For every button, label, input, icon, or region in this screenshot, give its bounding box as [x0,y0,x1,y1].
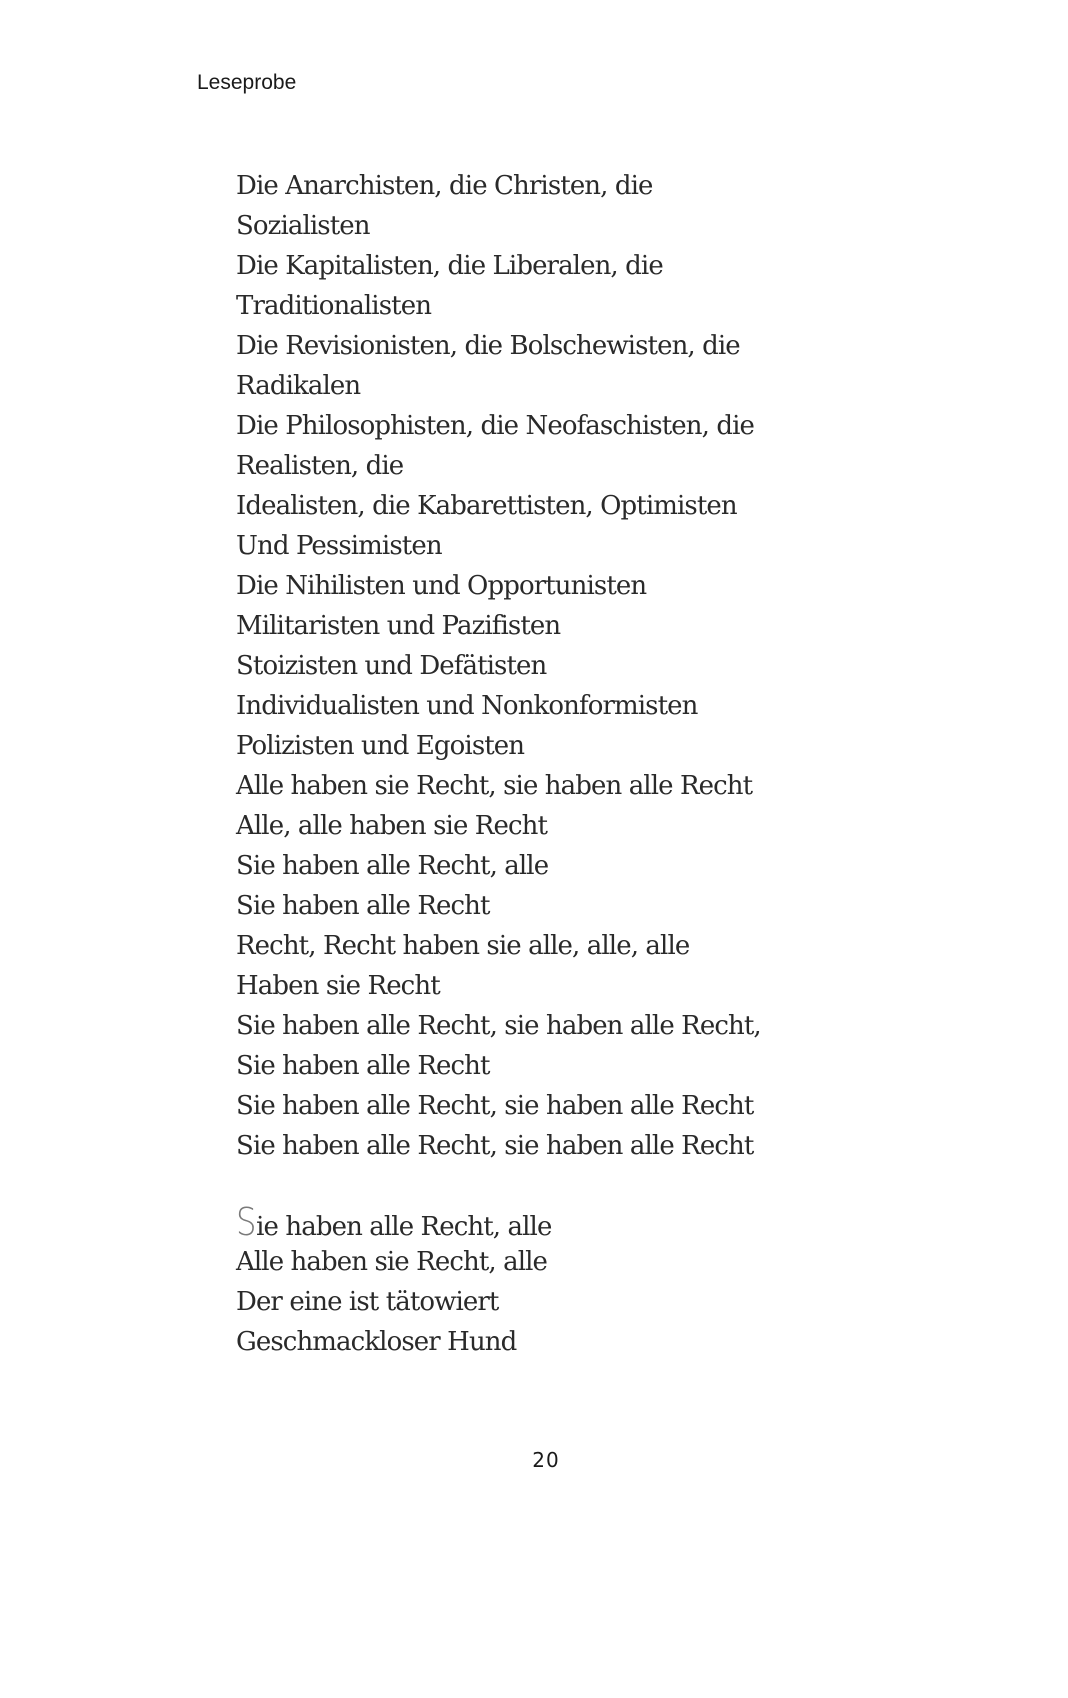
poem-line: Sozialisten [236,211,370,241]
poem-line: Sie haben alle Recht [236,891,490,921]
poem-line: Sie haben alle Recht, sie haben alle Recht, [236,1011,761,1041]
poem-line: Die Revisionisten, die Bolschewisten, die [236,331,740,361]
poem-line: Traditionalisten [236,291,432,321]
poem-line: Alle haben sie Recht, sie haben alle Recht [236,771,753,801]
page-number: 20 [532,1448,560,1472]
decorative-initial: S [236,1200,257,1244]
poem-line: Haben sie Recht [236,971,440,1001]
poem-line-with-initial [236,1202,551,1242]
poem-line: Die Nihilisten und Opportunisten [236,571,647,601]
poem-line: Realisten, die [236,451,404,481]
poem-line: Stoizisten und Defätisten [236,651,547,681]
page-header: Leseprobe [197,71,297,94]
poem-line-rest: ie haben alle Recht, alle [256,1212,552,1242]
poem-stanza-2 [236,1202,551,1362]
poem-line: Militaristen und Pazifisten [236,611,561,641]
poem-line: Die Philosophisten, die Neofaschisten, die [236,411,754,441]
poem-line: Geschmackloser Hund [236,1327,517,1357]
poem-line: Alle, alle haben sie Recht [236,811,548,841]
poem-line: Alle haben sie Recht, alle [236,1247,548,1277]
poem-line: Sie haben alle Recht, sie haben alle Recht [236,1091,754,1121]
poem-line: Der eine ist tätowiert [236,1287,499,1317]
poem-line: Sie haben alle Recht, sie haben alle Recht [236,1131,754,1161]
poem-line: Idealisten, die Kabarettisten, Optimisten [236,491,737,521]
poem-line: Individualisten und Nonkonformisten [236,691,698,721]
poem-stanza-1 [236,166,761,1166]
poem-line: Recht, Recht haben sie alle, alle, alle [236,931,690,961]
poem-line: Polizisten und Egoisten [236,731,525,761]
poem-line: Und Pessimisten [236,531,442,561]
poem-line: Die Anarchisten, die Christen, die [236,171,653,201]
poem-line: Sie haben alle Recht [236,1051,490,1081]
poem-line: Die Kapitalisten, die Liberalen, die [236,251,663,281]
poem-line: Sie haben alle Recht, alle [236,851,549,881]
poem-line: Radikalen [236,371,361,401]
